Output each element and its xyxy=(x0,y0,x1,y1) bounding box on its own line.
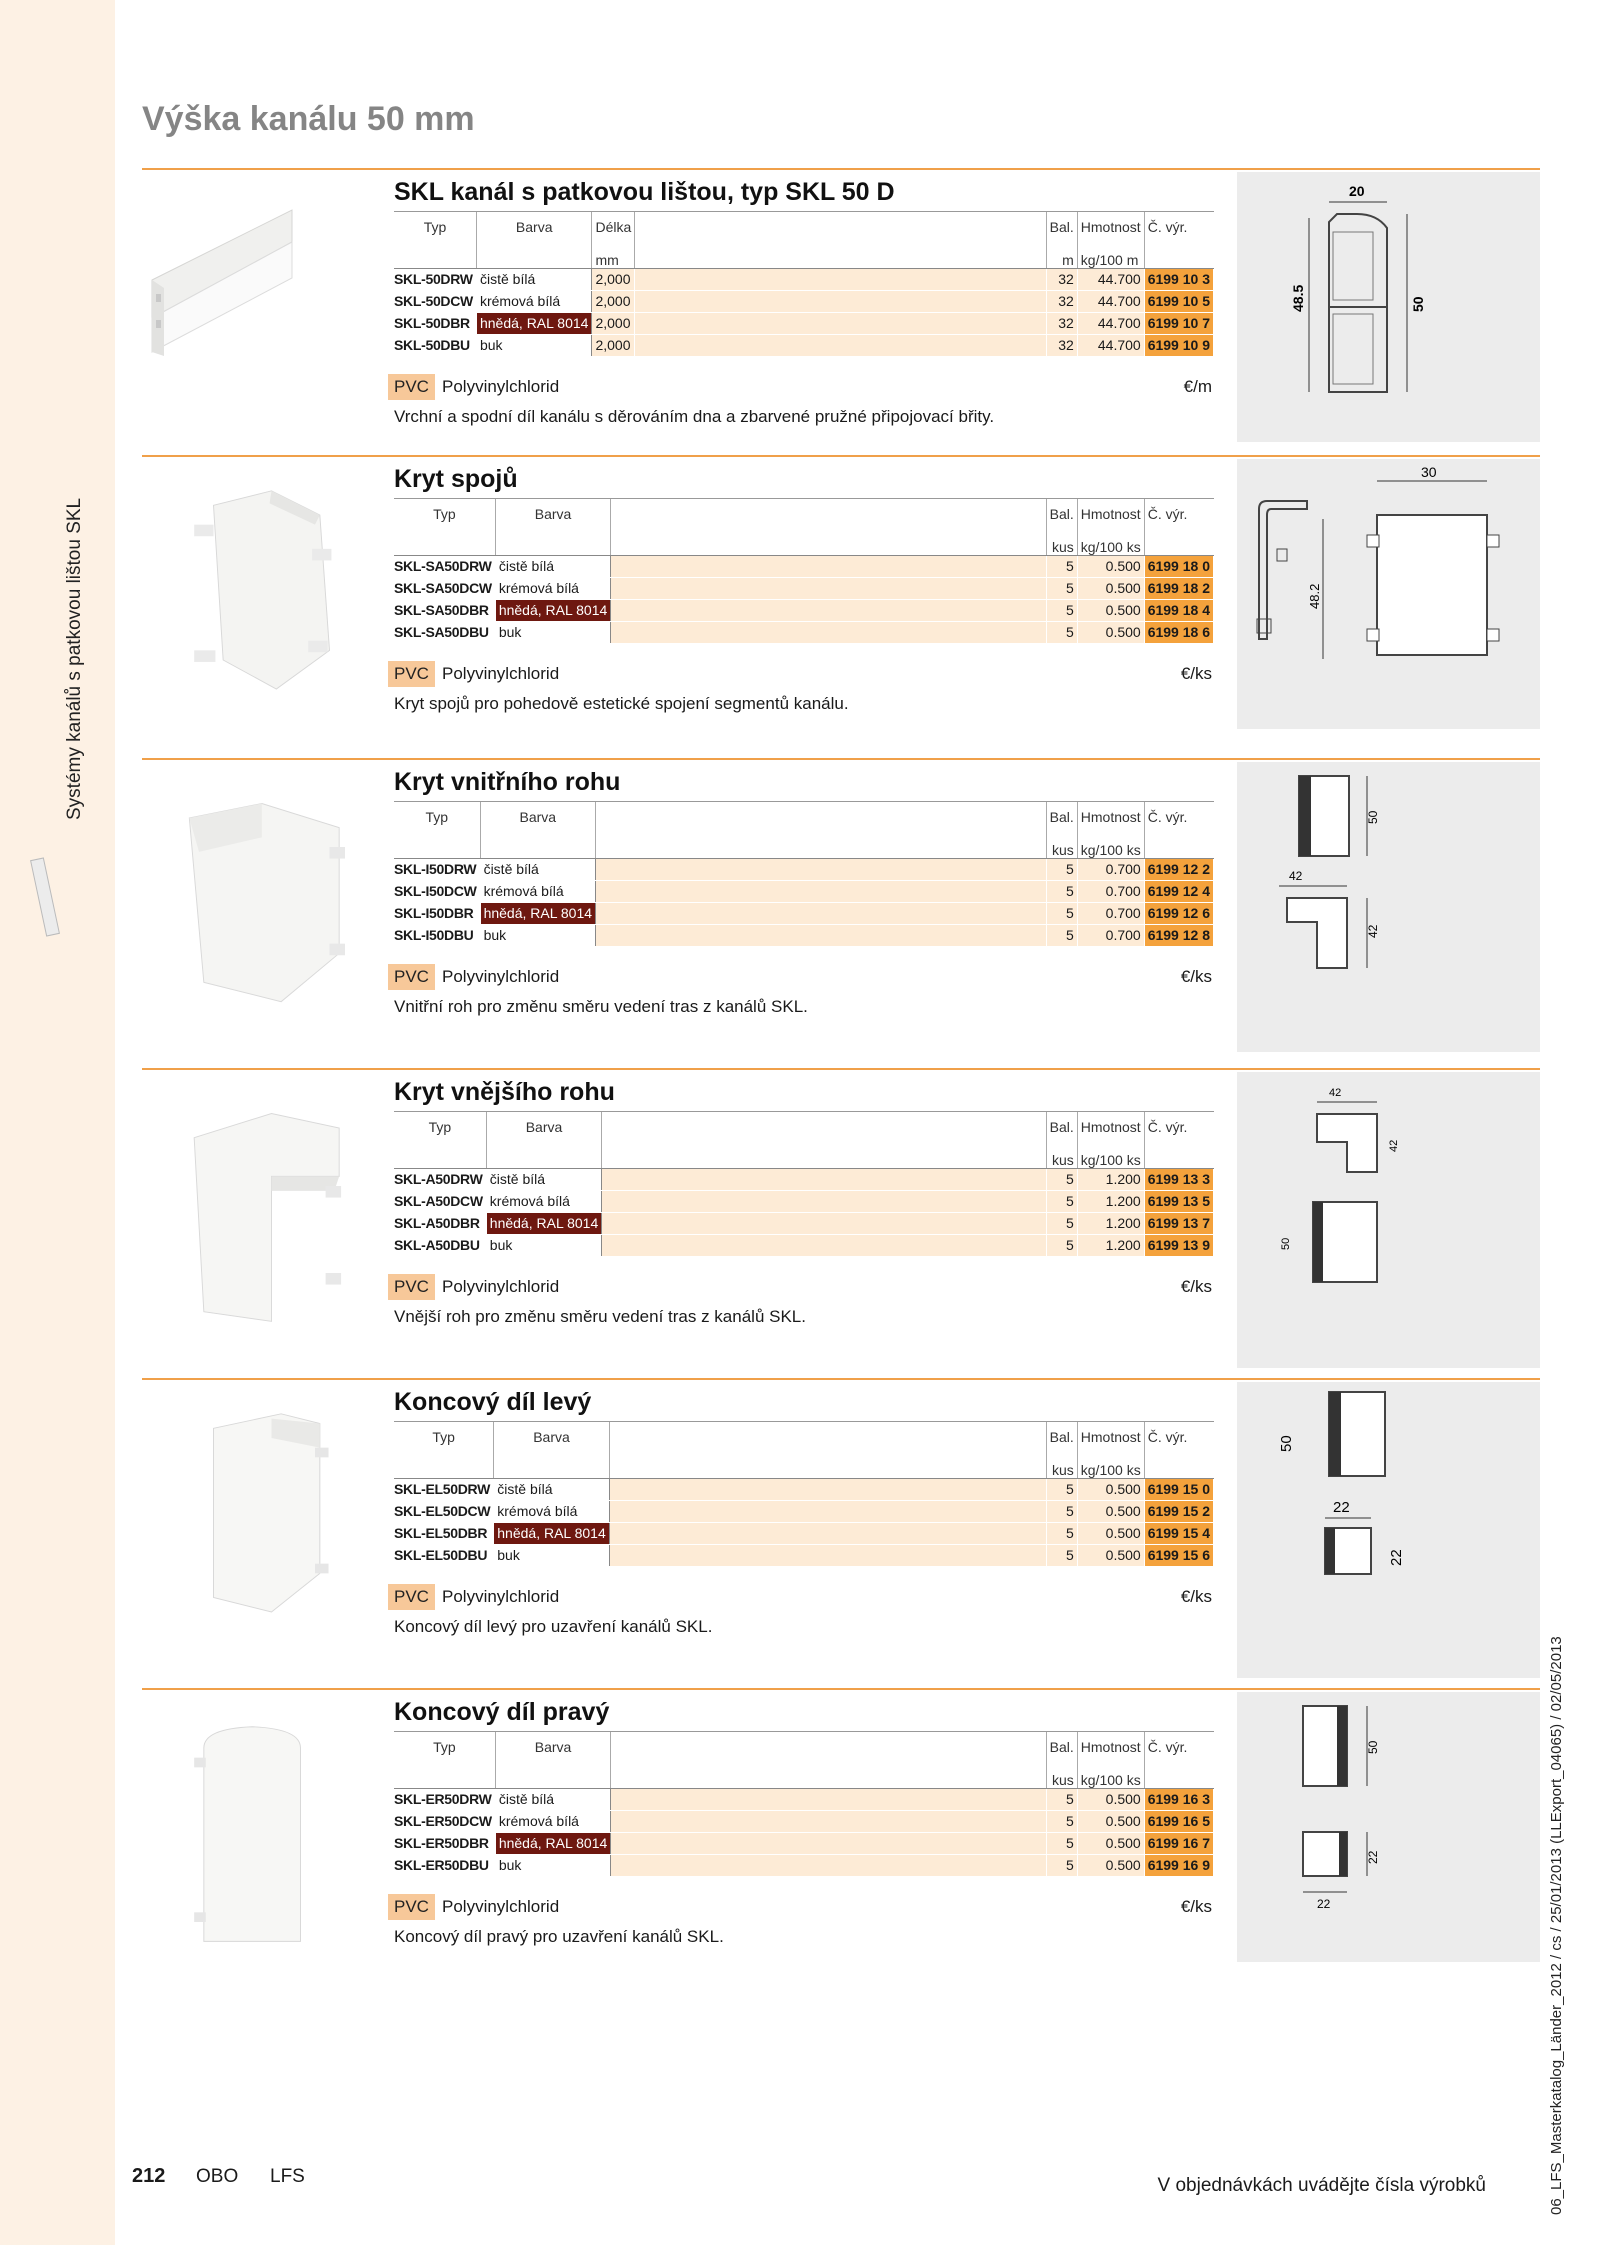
product-table xyxy=(394,212,1214,357)
col-header-article: Č. výr. xyxy=(1147,809,1188,825)
col-header-pack: Bal. xyxy=(1046,802,1077,832)
col-header-length: Délka xyxy=(592,212,635,242)
dimension-label: 50 xyxy=(1366,810,1380,824)
technical-drawing xyxy=(1237,459,1540,729)
col-header-weight: Hmotnost xyxy=(1077,212,1144,242)
article-number: 6199 15 6 xyxy=(1144,1544,1213,1566)
product-table xyxy=(394,802,1214,947)
price-unit: €/ks xyxy=(1180,1586,1212,1606)
material-line xyxy=(394,1581,1214,1615)
col-header-type: Typ xyxy=(394,1422,494,1452)
article-number: 6199 16 3 xyxy=(1144,1788,1213,1810)
product-block xyxy=(394,170,1214,427)
unit-weight: kg/100 m xyxy=(1077,242,1144,268)
product-table xyxy=(394,499,1214,644)
article-number: 6199 15 4 xyxy=(1144,1522,1213,1544)
material-name: Polyvinylchlorid xyxy=(442,376,560,396)
table-row: SKL-SA50DRW čistě bílá 5 0.500 6199 18 0 xyxy=(394,555,1214,577)
section-channel xyxy=(142,168,1540,456)
dimension-label: 22 xyxy=(1388,1549,1405,1566)
product-photo xyxy=(142,170,372,460)
col-header-color: Barva xyxy=(495,499,610,529)
table-row: SKL-ER50DBR hnědá, RAL 8014 5 0.500 6199 16 7 xyxy=(394,1832,1214,1854)
table-row: SKL-A50DCW krémová bílá 5 1.200 6199 13 5 xyxy=(394,1190,1214,1212)
table-row: SKL-I50DRW čistě bílá 5 0.700 6199 12 2 xyxy=(394,858,1214,880)
col-header-type: Typ xyxy=(394,1112,486,1142)
product-table xyxy=(394,1422,1214,1567)
col-header-pack: Bal. xyxy=(1046,212,1077,242)
section-description: Koncový díl pravý pro uzavření kanálů SKL. xyxy=(394,1926,724,1946)
unit-weight: kg/100 ks xyxy=(1077,1762,1144,1788)
col-header-article: Č. výr. xyxy=(1147,1739,1188,1755)
dimension-label: 42 xyxy=(1329,1087,1342,1099)
material-name: Polyvinylchlorid xyxy=(442,1896,560,1916)
article-number: 6199 12 8 xyxy=(1144,924,1213,946)
col-header-weight: Hmotnost xyxy=(1077,1732,1144,1762)
dimension-label: 50 xyxy=(1410,296,1426,312)
article-number: 6199 18 0 xyxy=(1144,555,1213,577)
section-joint-cover xyxy=(142,455,1540,755)
table-row: SKL-EL50DCW krémová bílá 5 0.500 6199 15 2 xyxy=(394,1500,1214,1522)
product-block xyxy=(394,760,1214,1017)
col-header-spacer xyxy=(635,212,1046,242)
unit-weight: kg/100 ks xyxy=(1077,832,1144,858)
col-header-weight: Hmotnost xyxy=(1077,1422,1144,1452)
article-number: 6199 10 3 xyxy=(1144,268,1213,290)
col-header-color: Barva xyxy=(480,802,595,832)
table-row: SKL-A50DBR hnědá, RAL 8014 5 1.200 6199 13 7 xyxy=(394,1212,1214,1234)
side-label: Systémy kanálů s patkovou lištou SKL xyxy=(64,497,85,820)
table-row: SKL-SA50DBU buk 5 0.500 6199 18 6 xyxy=(394,621,1214,643)
col-header-weight: Hmotnost xyxy=(1077,1112,1144,1142)
product-table xyxy=(394,1112,1214,1257)
technical-drawing xyxy=(1237,172,1540,442)
table-row: SKL-ER50DBU buk 5 0.500 6199 16 9 xyxy=(394,1854,1214,1876)
dimension-label: 50 xyxy=(1366,1740,1380,1754)
footer-note: V objednávkách uvádějte čísla výrobků xyxy=(1157,2175,1486,2196)
dimension-label: 22 xyxy=(1333,1499,1350,1516)
section-title: Koncový díl pravý xyxy=(394,1690,1214,1732)
dimension-label: 42 xyxy=(1388,1139,1400,1152)
article-number: 6199 15 2 xyxy=(1144,1500,1213,1522)
article-number: 6199 16 5 xyxy=(1144,1810,1213,1832)
col-header-pack: Bal. xyxy=(1046,499,1077,529)
material-badge: PVC xyxy=(388,1274,435,1300)
table-row: SKL-50DBU buk 2,000 32 44.700 6199 10 9 xyxy=(394,334,1214,356)
technical-drawing xyxy=(1237,1692,1540,1962)
product-block xyxy=(394,457,1214,714)
article-number: 6199 13 7 xyxy=(1144,1212,1213,1234)
material-name: Polyvinylchlorid xyxy=(442,663,560,683)
table-row: SKL-50DBR hnědá, RAL 8014 2,000 32 44.700 6199 10 7 xyxy=(394,312,1214,334)
material-name: Polyvinylchlorid xyxy=(442,966,560,986)
col-header-type: Typ xyxy=(394,499,495,529)
material-line xyxy=(394,961,1214,995)
col-header-type: Typ xyxy=(394,212,476,242)
product-block xyxy=(394,1070,1214,1327)
product-photo xyxy=(142,1690,372,1980)
material-badge: PVC xyxy=(388,1894,435,1920)
table-row: SKL-A50DRW čistě bílá 5 1.200 6199 13 3 xyxy=(394,1168,1214,1190)
material-name: Polyvinylchlorid xyxy=(442,1586,560,1606)
section-title: Kryt vnitřního rohu xyxy=(394,760,1214,802)
technical-drawing xyxy=(1237,762,1540,1052)
unit-pack: kus xyxy=(1046,1142,1077,1168)
price-unit: €/m xyxy=(1183,376,1212,396)
section-description: Vnitřní roh pro změnu směru vedení tras z kanálů SKL. xyxy=(394,996,808,1016)
unit-pack: kus xyxy=(1046,529,1077,555)
product-block xyxy=(394,1380,1214,1637)
section-inner-corner xyxy=(142,758,1540,1058)
col-header-color: Barva xyxy=(476,212,591,242)
product-photo xyxy=(142,1070,372,1360)
unit-pack: m xyxy=(1046,242,1077,268)
dimension-label: 50 xyxy=(1280,1237,1292,1250)
table-row: SKL-EL50DBR hnědá, RAL 8014 5 0.500 6199 15 4 xyxy=(394,1522,1214,1544)
material-line xyxy=(394,371,1214,405)
material-line xyxy=(394,658,1214,692)
col-header-article: Č. výr. xyxy=(1147,1429,1188,1445)
brand-label: OBO xyxy=(196,2166,239,2187)
section-description: Vrchní a spodní díl kanálu s děrováním dna a zbarvené pružné připojovací břity. xyxy=(394,406,995,426)
unit-pack: kus xyxy=(1046,1452,1077,1478)
unit-length: mm xyxy=(592,242,635,268)
page-title: Výška kanálu 50 mm xyxy=(142,100,475,138)
article-number: 6199 12 4 xyxy=(1144,880,1213,902)
material-name: Polyvinylchlorid xyxy=(442,1276,560,1296)
table-row: SKL-50DRW čistě bílá 2,000 32 44.700 6199 10 3 xyxy=(394,268,1214,290)
unit-pack: kus xyxy=(1046,1762,1077,1788)
article-number: 6199 10 7 xyxy=(1144,312,1213,334)
section-description: Vnější roh pro změnu směru vedení tras z kanálů SKL. xyxy=(394,1306,806,1326)
material-badge: PVC xyxy=(388,661,435,687)
col-header-pack: Bal. xyxy=(1046,1112,1077,1142)
dimension-label: 50 xyxy=(1278,1435,1295,1452)
table-row: SKL-I50DCW krémová bílá 5 0.700 6199 12 4 xyxy=(394,880,1214,902)
article-number: 6199 13 3 xyxy=(1144,1168,1213,1190)
product-photo xyxy=(142,1380,372,1670)
technical-drawing xyxy=(1237,1072,1540,1368)
dimension-label: 20 xyxy=(1349,183,1365,199)
price-unit: €/ks xyxy=(1180,1276,1212,1296)
dimension-label: 22 xyxy=(1366,1850,1380,1864)
article-number: 6199 15 0 xyxy=(1144,1478,1213,1500)
section-title: Kryt vnějšího rohu xyxy=(394,1070,1214,1112)
col-header-article: Č. výr. xyxy=(1147,506,1188,522)
material-badge: PVC xyxy=(388,374,435,400)
table-row: SKL-ER50DCW krémová bílá 5 0.500 6199 16 5 xyxy=(394,1810,1214,1832)
unit-weight: kg/100 ks xyxy=(1077,529,1144,555)
article-number: 6199 10 9 xyxy=(1144,334,1213,356)
article-number: 6199 13 9 xyxy=(1144,1234,1213,1256)
col-header-color: Barva xyxy=(494,1422,609,1452)
section-end-right xyxy=(142,1688,1540,1988)
article-number: 6199 13 5 xyxy=(1144,1190,1213,1212)
col-header-weight: Hmotnost xyxy=(1077,802,1144,832)
material-line xyxy=(394,1271,1214,1305)
product-table xyxy=(394,1732,1214,1877)
article-number: 6199 18 6 xyxy=(1144,621,1213,643)
product-photo xyxy=(142,457,372,747)
col-header-color: Barva xyxy=(486,1112,601,1142)
col-header-article: Č. výr. xyxy=(1147,219,1188,235)
print-info: 06_LFS_Masterkatalog_Länder_2012 / cs / 25/01/2013 (LLExport_04065) / 02/05/2013 xyxy=(1548,1636,1565,2215)
col-header-type: Typ xyxy=(394,1732,495,1762)
section-end-left xyxy=(142,1378,1540,1678)
section-title: Kryt spojů xyxy=(394,457,1214,499)
col-header-weight: Hmotnost xyxy=(1077,499,1144,529)
product-photo xyxy=(142,760,372,1050)
section-title: Koncový díl levý xyxy=(394,1380,1214,1422)
price-unit: €/ks xyxy=(1180,663,1212,683)
col-header-pack: Bal. xyxy=(1046,1422,1077,1452)
product-block xyxy=(394,1690,1214,1947)
article-number: 6199 12 6 xyxy=(1144,902,1213,924)
col-header-type: Typ xyxy=(394,802,480,832)
section-title: SKL kanál s patkovou lištou, typ SKL 50 D xyxy=(394,170,1214,212)
table-row: SKL-EL50DBU buk 5 0.500 6199 15 6 xyxy=(394,1544,1214,1566)
division-label: LFS xyxy=(270,2166,305,2187)
unit-pack: kus xyxy=(1046,832,1077,858)
section-description: Kryt spojů pro pohedově estetické spojení segmentů kanálu. xyxy=(394,693,849,713)
col-header-pack: Bal. xyxy=(1046,1732,1077,1762)
article-number: 6199 12 2 xyxy=(1144,858,1213,880)
page-number: 212 xyxy=(132,2165,166,2187)
col-header-color: Barva xyxy=(495,1732,610,1762)
article-number: 6199 16 7 xyxy=(1144,1832,1213,1854)
table-row: SKL-ER50DRW čistě bílá 5 0.500 6199 16 3 xyxy=(394,1788,1214,1810)
col-header-article: Č. výr. xyxy=(1147,1119,1188,1135)
table-row: SKL-SA50DCW krémová bílá 5 0.500 6199 18 2 xyxy=(394,577,1214,599)
section-outer-corner xyxy=(142,1068,1540,1368)
section-description: Koncový díl levý pro uzavření kanálů SKL. xyxy=(394,1616,713,1636)
table-row: SKL-50DCW krémová bílá 2,000 32 44.700 6199 10 5 xyxy=(394,290,1214,312)
dimension-label: 42 xyxy=(1289,869,1303,883)
material-line xyxy=(394,1891,1214,1925)
material-badge: PVC xyxy=(388,964,435,990)
article-number: 6199 18 4 xyxy=(1144,599,1213,621)
article-number: 6199 16 9 xyxy=(1144,1854,1213,1876)
unit-weight: kg/100 ks xyxy=(1077,1452,1144,1478)
dimension-label: 22 xyxy=(1317,1897,1331,1911)
table-row: SKL-I50DBR hnědá, RAL 8014 5 0.700 6199 12 6 xyxy=(394,902,1214,924)
price-unit: €/ks xyxy=(1180,1896,1212,1916)
article-number: 6199 10 5 xyxy=(1144,290,1213,312)
material-badge: PVC xyxy=(388,1584,435,1610)
unit-weight: kg/100 ks xyxy=(1077,1142,1144,1168)
price-unit: €/ks xyxy=(1180,966,1212,986)
dimension-label: 48.2 xyxy=(1307,583,1322,609)
table-row: SKL-EL50DRW čistě bílá 5 0.500 6199 15 0 xyxy=(394,1478,1214,1500)
dimension-label: 30 xyxy=(1421,464,1437,480)
dimension-label: 42 xyxy=(1366,924,1380,938)
table-row: SKL-I50DBU buk 5 0.700 6199 12 8 xyxy=(394,924,1214,946)
article-number: 6199 18 2 xyxy=(1144,577,1213,599)
table-row: SKL-A50DBU buk 5 1.200 6199 13 9 xyxy=(394,1234,1214,1256)
side-band xyxy=(0,0,115,2245)
technical-drawing xyxy=(1237,1382,1540,1678)
dimension-label: 48.5 xyxy=(1290,284,1306,312)
table-row: SKL-SA50DBR hnědá, RAL 8014 5 0.500 6199 18 4 xyxy=(394,599,1214,621)
